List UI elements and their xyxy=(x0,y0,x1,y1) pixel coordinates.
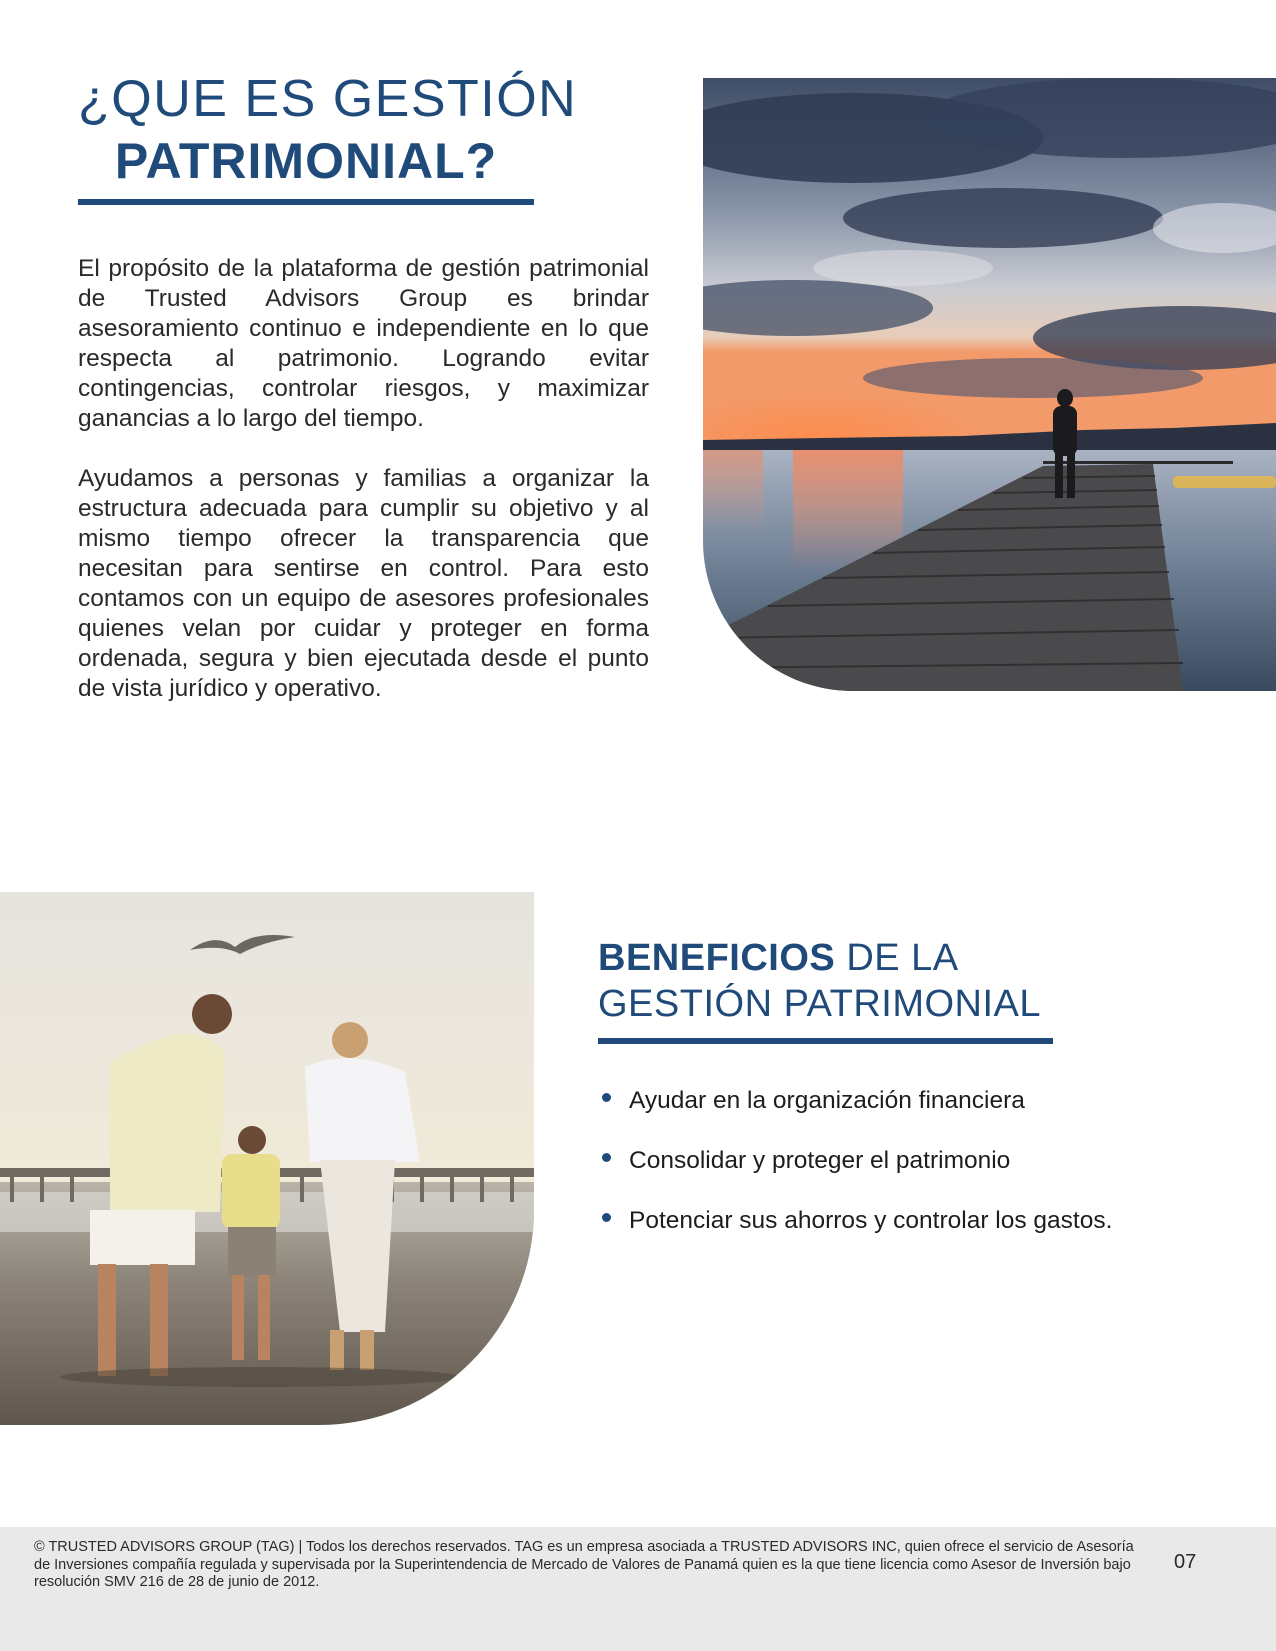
intro-paragraph-1: El propósito de la plataforma de gestión patrimonial de Trusted Advisors Group es brindar asesoramiento continuo e independiente en lo que respecta al patrimonio. Logrando evitar contingencias, controlar riesgos, y maximizar ganancias a lo largo del tiempo. xyxy=(78,255,649,432)
intro-text xyxy=(78,254,649,734)
title-line-2: PATRIMONIAL? xyxy=(114,133,498,189)
pier-sunset-image xyxy=(703,78,1276,691)
pier-sunset-photo xyxy=(703,78,1276,691)
page-footer xyxy=(0,1527,1276,1651)
title-underline xyxy=(78,199,534,205)
benefit-label: Potenciar sus ahorros y controlar los gastos. xyxy=(629,1207,1113,1234)
bullet-icon xyxy=(602,1093,611,1102)
benefit-item xyxy=(598,1143,1238,1203)
benefits-list xyxy=(598,1083,1238,1263)
benefits-heading-light-2: GESTIÓN PATRIMONIAL xyxy=(598,983,1042,1025)
benefits-heading-light-1: DE LA xyxy=(846,937,959,979)
benefit-label: Ayudar en la organización financiera xyxy=(629,1087,1025,1114)
page-number: 07 xyxy=(1174,1551,1197,1573)
family-beach-image xyxy=(0,892,534,1425)
benefits-heading xyxy=(598,935,1068,1027)
benefit-label: Consolidar y proteger el patrimonio xyxy=(629,1147,1011,1174)
benefit-item xyxy=(598,1203,1238,1263)
intro-paragraph-2: Ayudamos a personas y familias a organizar la estructura adecuada para cumplir su objetivo y al mismo tiempo ofrecer la transparencia que necesitan para sentirse en control. Para esto contamos con un equipo de asesores profesionales quienes velan por cuidar y proteger en forma ordenada, segura y bien ejecutada desde el punto de vista jurídico y operativo. xyxy=(78,465,649,702)
footer-legal-text: © TRUSTED ADVISORS GROUP (TAG) | Todos los derechos reservados. TAG es un empresa asociada a TRUSTED ADVISORS INC, quien ofrece el servicio de Asesoría de Inversiones compañía regulada y supervisada por la Superintendencia de Mercado de Valores de Panamá quien es la que tiene licencia como Asesor de Inversión bajo resolución SMV 216 de 28 de junio de 2012. xyxy=(34,1539,1134,1590)
title-line-1: ¿QUE ES GESTIÓN xyxy=(78,70,578,128)
bullet-icon xyxy=(602,1213,611,1222)
page-title xyxy=(78,68,578,192)
benefits-heading-bold: BENEFICIOS xyxy=(598,937,836,979)
bullet-icon xyxy=(602,1153,611,1162)
family-beach-photo xyxy=(0,892,534,1425)
benefit-item xyxy=(598,1083,1238,1143)
benefits-underline xyxy=(598,1038,1053,1044)
